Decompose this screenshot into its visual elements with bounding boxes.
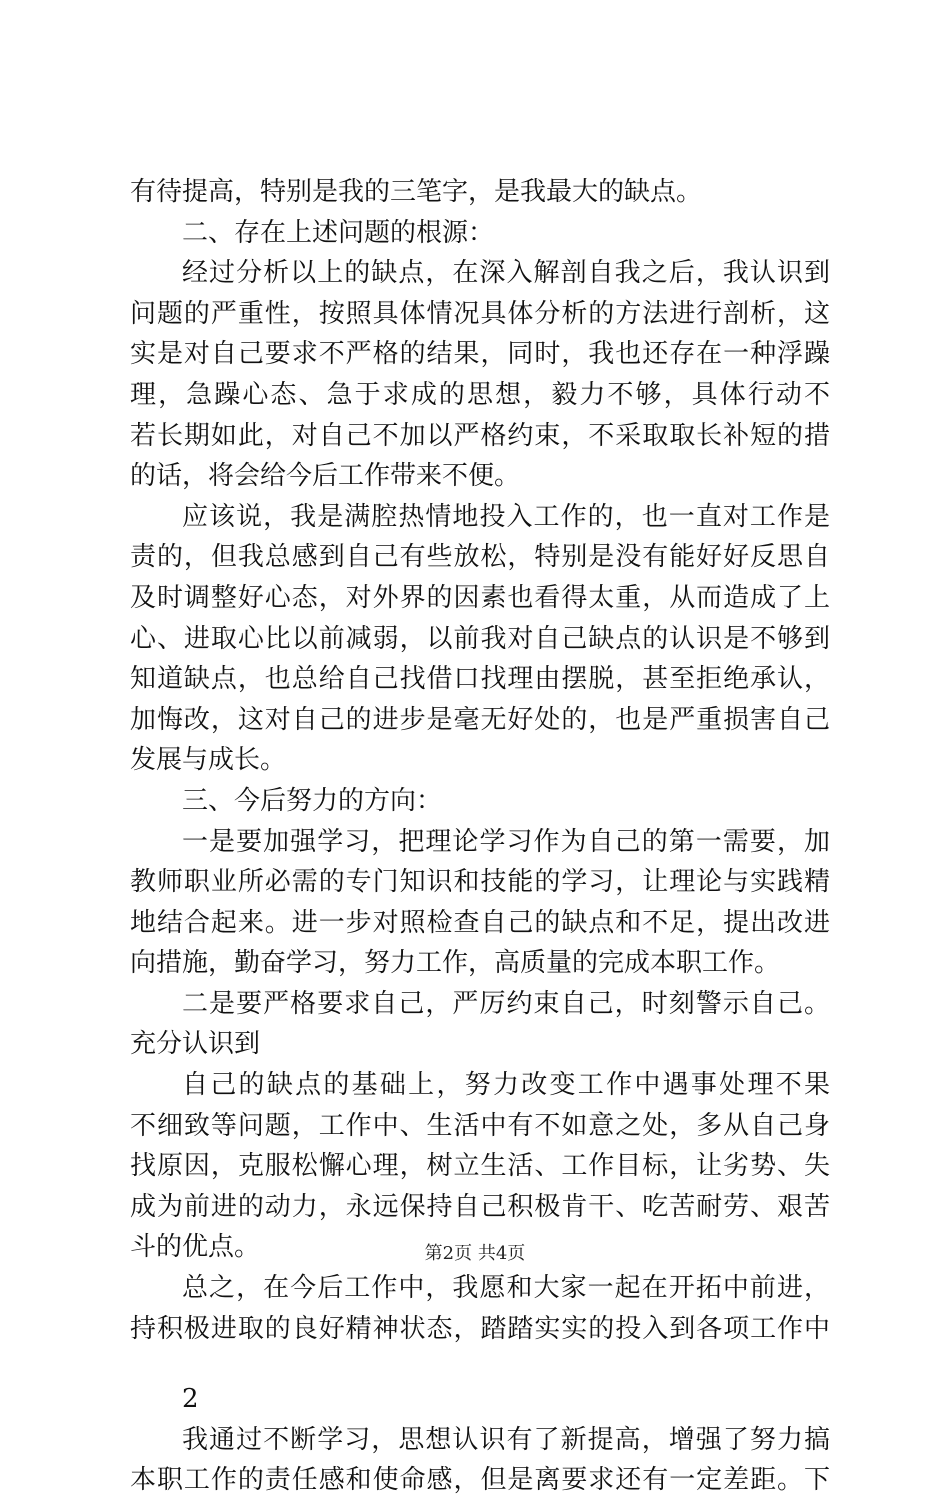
text-line: 持积极进取的良好精神状态，踏踏实实的投入到各项工作中 [130, 1313, 830, 1344]
text-line: 及时调整好心态，对外界的因素也看得太重，从而造成了上 [130, 582, 830, 613]
text-line: 发展与成长。 [130, 745, 287, 776]
text-line: 加悔改，这对自己的进步是毫无好处的，也是严重损害自己 [130, 704, 830, 735]
text-line: 有待提高，特别是我的三笔字，是我最大的缺点。 [130, 177, 703, 207]
page-footer: 第2页 共4页 [424, 1243, 526, 1264]
text-line: 教师职业所必需的专门知识和技能的学习，让理论与实践精 [130, 867, 830, 898]
text-line: 心、进取心比以前减弱，以前我对自己缺点的认识是不够到 [130, 623, 830, 654]
text-line: 我通过不断学习，思想认识有了新提高，增强了努力搞 [182, 1424, 830, 1455]
text-line: 斗的优点。 [130, 1232, 261, 1263]
text-line: 自己的缺点的基础上，努力改变工作中遇事处理不果 [182, 1070, 830, 1101]
text-line: 向措施，勤奋学习，努力工作，高质量的完成本职工作。 [130, 948, 781, 979]
text-line: 责的，但我总感到自己有些放松，特别是没有能好好反思自 [130, 542, 830, 573]
text-line: 地结合起来。进一步对照检查自己的缺点和不足，提出改进 [130, 907, 830, 938]
text-line: 实是对自己要求不严格的结果，同时，我也还存在一种浮躁 [130, 339, 830, 370]
text-line: 二是要严格要求自己，严厉约束自己，时刻警示自己。 [182, 988, 830, 1019]
text-line: 不细致等问题，工作中、生活中有不如意之处，多从自己身 [130, 1110, 830, 1141]
text-line: 理，急躁心态、急于求成的思想，毅力不够，具体行动不 [130, 379, 830, 410]
text-line: 经过分析以上的缺点，在深入解剖自我之后，我认识到 [182, 258, 830, 289]
spacer [130, 1349, 830, 1379]
text-line: 本职工作的责任感和使命感，但是离要求还有一定差距。下 [130, 1465, 830, 1496]
text-line: 找原因，克服松懈心理，树立生活、工作目标，让劣势、失 [130, 1151, 830, 1182]
text-line: 充分认识到 [130, 1029, 261, 1060]
text-line: 总之，在今后工作中，我愿和大家一起在开拓中前进， [182, 1273, 830, 1304]
section-number: 2 [182, 1384, 199, 1415]
text-line: 应该说，我是满腔热情地投入工作的，也一直对工作是 [182, 501, 830, 532]
text-line: 问题的严重性，按照具体情况具体分析的方法进行剖析，这 [130, 298, 830, 329]
body-text [130, 172, 830, 1501]
text-line: 成为前进的动力，永远保持自己积极肯干、吃苦耐劳、艰苦 [130, 1191, 830, 1222]
heading-3: 三、今后努力的方向： [182, 785, 443, 816]
text-line: 知道缺点，也总给自己找借口找理由摆脱，甚至拒绝承认， [130, 664, 830, 695]
text-line: 的话，将会给今后工作带来不便。 [130, 461, 521, 492]
text-line: 一是要加强学习，把理论学习作为自己的第一需要，加 [182, 826, 830, 857]
heading-2: 二、存在上述问题的根源： [182, 217, 495, 248]
text-line: 若长期如此，对自己不加以严格约束，不采取取长补短的措 [130, 420, 830, 451]
